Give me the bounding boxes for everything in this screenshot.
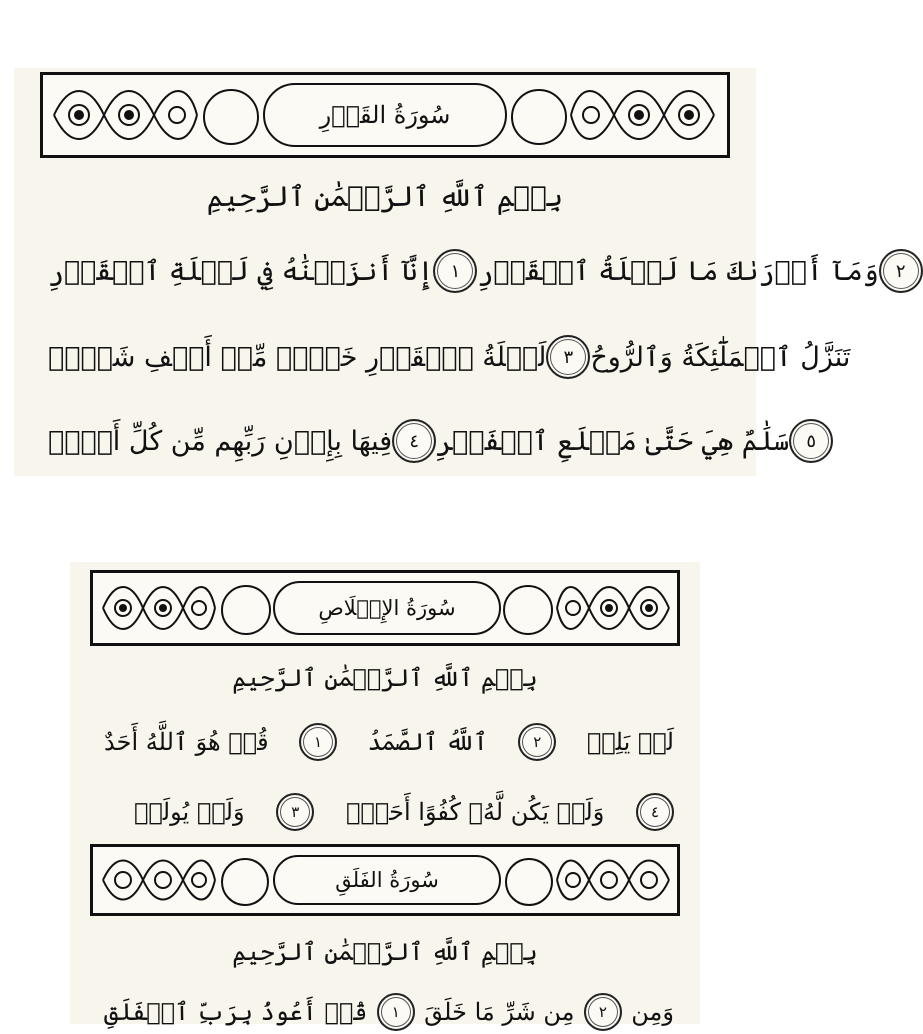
verse-text: وَمِن <box>631 998 674 1026</box>
circle-ornament <box>503 585 553 635</box>
ayah-number-marker: ٢ <box>518 723 556 761</box>
circle-ornament <box>203 89 259 145</box>
verse-line <box>48 416 817 466</box>
ayah-number-marker: ٣ <box>546 335 590 379</box>
surah-title-cartouche <box>263 83 507 147</box>
ayah-number-marker: ٢ <box>879 249 923 293</box>
verse-line <box>104 720 674 764</box>
circle-ornament <box>221 585 271 635</box>
ayah-number-marker: ٥ <box>789 419 833 463</box>
verse-text: قُلۡ أَعُوذُ بِرَبِّ ٱلۡفَلَقِ <box>104 998 368 1026</box>
surah-header-frame <box>90 844 680 916</box>
ayah-number-marker: ٢ <box>584 993 622 1031</box>
ayah-number-marker: ١ <box>377 993 415 1031</box>
arabesque-ornament-icon <box>49 75 199 155</box>
basmala: بِسۡمِ ٱللَّهِ ٱلرَّحۡمَٰنِ ٱلرَّحِيمِ <box>232 664 538 692</box>
circle-ornament <box>511 89 567 145</box>
basmala: بِسۡمِ ٱللَّهِ ٱلرَّحۡمَٰنِ ٱلرَّحِيمِ <box>232 938 538 966</box>
ayah-number-marker: ١ <box>433 249 477 293</box>
surah-title-cartouche <box>273 855 501 905</box>
circle-ornament <box>221 858 269 906</box>
verse-text: وَلَمۡ يُولَدۡ <box>134 798 245 826</box>
verse-text: سَلَٰمٌ هِيَ حَتَّىٰ مَطۡلَعِ ٱلۡفَجۡرِ <box>436 425 790 457</box>
ayah-number-marker: ٤ <box>636 793 674 831</box>
arabesque-ornament-icon <box>99 847 217 913</box>
surah-header-frame <box>40 72 730 158</box>
surah-title: سُورَةُ الفَلَقِ <box>335 868 439 892</box>
arabesque-ornament-icon <box>569 75 719 155</box>
ayah-number-marker: ١ <box>299 723 337 761</box>
surah-header-frame <box>90 570 680 646</box>
verse-line <box>48 332 851 382</box>
surah-title: سُورَةُ القَدۡرِ <box>319 101 451 129</box>
verse-line <box>104 990 674 1034</box>
verse-text: لَيۡلَةُ ٱلۡقَدۡرِ خَيۡرٞ مِّنۡ أَلۡفِ شَهۡرٖ <box>48 341 547 373</box>
verse-text: تَنَزَّلُ ٱلۡمَلَٰٓئِكَةُ وَٱلرُّوحُ <box>590 341 851 373</box>
arabesque-ornament-icon <box>99 573 217 643</box>
verse-line <box>48 246 906 296</box>
verse-text: وَمَآ أَدۡرَىٰكَ مَا لَيۡلَةُ ٱلۡقَدۡرِ <box>477 255 879 287</box>
verse-text: وَلَمۡ يَكُن لَّهُۥ كُفُوًا أَحَدُۢ <box>345 798 605 826</box>
surah-title-cartouche <box>273 581 501 635</box>
verse-text: ٱللَّهُ ٱلصَّمَدُ <box>367 728 488 756</box>
verse-text: مِن شَرِّ مَا خَلَقَ <box>424 998 575 1026</box>
verse-text: قُلۡ هُوَ ٱللَّهُ أَحَدٌ <box>104 728 269 756</box>
page-al-ikhlas-al-falaq <box>70 562 700 1024</box>
surah-title: سُورَةُ الإِخۡلَاصِ <box>318 596 456 620</box>
verse-text: لَمۡ يَلِدۡ <box>586 728 674 756</box>
circle-ornament <box>505 858 553 906</box>
page-al-qadr <box>14 68 906 476</box>
basmala: بِسۡمِ ٱللَّهِ ٱلرَّحۡمَٰنِ ٱلرَّحِيمِ <box>206 180 564 213</box>
verse-line <box>134 790 674 834</box>
arabesque-ornament-icon <box>555 847 673 913</box>
verse-text: إِنَّآ أَنزَلۡنَٰهُ فِي لَيۡلَةِ ٱلۡقَدۡرِ <box>48 255 434 287</box>
arabesque-ornament-icon <box>555 573 673 643</box>
verse-text: فِيهَا بِإِذۡنِ رَبِّهِم مِّن كُلِّ أَمۡرٖ <box>48 425 393 457</box>
ayah-number-marker: ٣ <box>276 793 314 831</box>
ayah-number-marker: ٤ <box>392 419 436 463</box>
